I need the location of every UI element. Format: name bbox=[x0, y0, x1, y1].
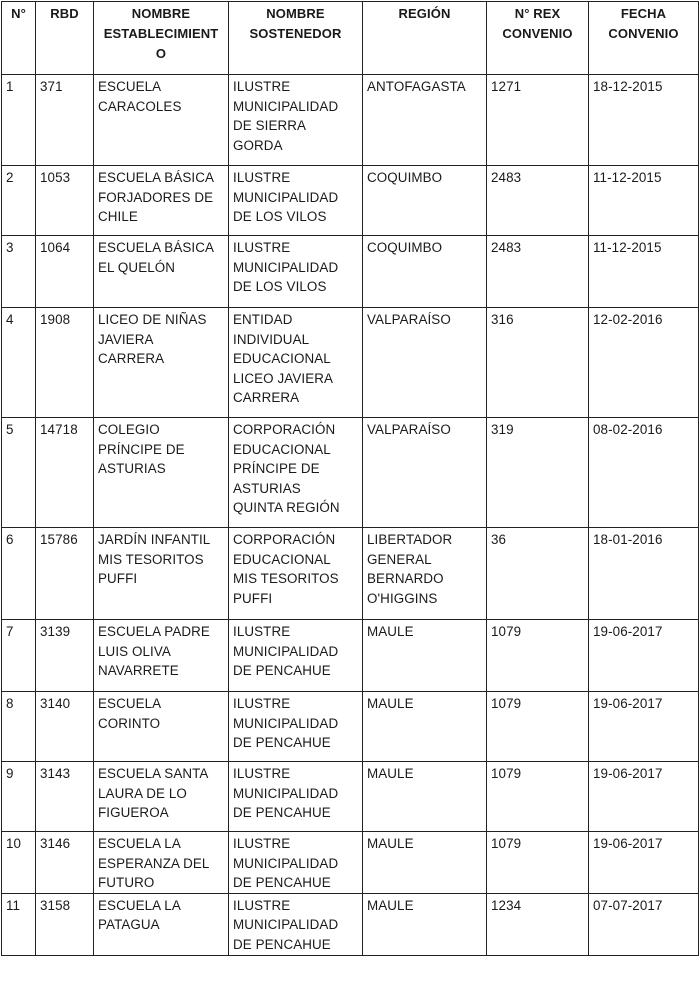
cell-text: ILUSTRE MUNICIPALIDAD DE PENCAHUE bbox=[233, 836, 339, 891]
cell-text: 1079 bbox=[491, 696, 522, 711]
cell-fecha bbox=[589, 528, 699, 620]
cell-fecha bbox=[589, 166, 699, 236]
cell-fecha bbox=[589, 620, 699, 692]
header-rbd: RBD bbox=[36, 2, 94, 75]
table-row bbox=[2, 893, 699, 955]
cell-rex bbox=[487, 236, 589, 308]
cell-sostenedor bbox=[229, 620, 363, 692]
header-nombre-sostenedor: NOMBRE SOSTENEDOR bbox=[229, 2, 363, 75]
cell-region bbox=[363, 75, 487, 166]
cell-region bbox=[363, 308, 487, 418]
cell-text: CORPORACIÓN EDUCACIONAL PRÍNCIPE DE ASTURIAS QUINTA REGIÓN bbox=[233, 422, 340, 516]
cell-text: LIBERTADOR GENERAL BERNARDO O'HIGGINS bbox=[367, 532, 453, 606]
cell-numero bbox=[2, 692, 36, 762]
cell-text: 15786 bbox=[40, 532, 78, 547]
cell-text: 3 bbox=[6, 240, 14, 255]
cell-region bbox=[363, 692, 487, 762]
cell-text: ILUSTRE MUNICIPALIDAD DE LOS VILOS bbox=[233, 170, 339, 225]
cell-text: 1 bbox=[6, 79, 14, 94]
cell-region bbox=[363, 418, 487, 528]
cell-text: MAULE bbox=[367, 624, 414, 639]
cell-rbd bbox=[36, 832, 94, 894]
table-row bbox=[2, 692, 699, 762]
cell-text: 18-12-2015 bbox=[593, 79, 663, 94]
cell-text: 9 bbox=[6, 766, 14, 781]
cell-rbd bbox=[36, 308, 94, 418]
cell-text: 4 bbox=[6, 312, 14, 327]
cell-sostenedor bbox=[229, 308, 363, 418]
cell-establecimiento bbox=[94, 620, 229, 692]
header-rex-convenio: N° REX CONVENIO bbox=[487, 2, 589, 75]
cell-text: 12-02-2016 bbox=[593, 312, 663, 327]
cell-fecha bbox=[589, 692, 699, 762]
cell-text: 18-01-2016 bbox=[593, 532, 663, 547]
cell-text: ILUSTRE MUNICIPALIDAD DE PENCAHUE bbox=[233, 766, 339, 821]
header-nombre-establecimiento: NOMBRE ESTABLECIMIENT O bbox=[94, 2, 229, 75]
cell-sostenedor bbox=[229, 75, 363, 166]
cell-region bbox=[363, 893, 487, 955]
cell-text: 19-06-2017 bbox=[593, 696, 663, 711]
cell-numero bbox=[2, 528, 36, 620]
cell-rbd bbox=[36, 620, 94, 692]
cell-sostenedor bbox=[229, 166, 363, 236]
cell-text: MAULE bbox=[367, 696, 414, 711]
cell-text: 1053 bbox=[40, 170, 71, 185]
cell-region bbox=[363, 762, 487, 832]
cell-text: MAULE bbox=[367, 836, 414, 851]
cell-text: 1079 bbox=[491, 836, 522, 851]
table-row bbox=[2, 832, 699, 894]
cell-text: JARDÍN INFANTIL MIS TESORITOS PUFFI bbox=[98, 532, 211, 587]
cell-establecimiento bbox=[94, 75, 229, 166]
cell-rbd bbox=[36, 528, 94, 620]
table-header-row bbox=[2, 2, 699, 75]
cell-text: MAULE bbox=[367, 897, 414, 913]
cell-rbd bbox=[36, 166, 94, 236]
cell-text: 371 bbox=[40, 79, 63, 94]
cell-text: 5 bbox=[6, 422, 14, 437]
cell-text: 2 bbox=[6, 170, 14, 185]
table-row bbox=[2, 418, 699, 528]
cell-text: VALPARAÍSO bbox=[367, 422, 451, 437]
cell-text: ESCUELA PADRE LUIS OLIVA NAVARRETE bbox=[98, 624, 210, 679]
cell-rex bbox=[487, 620, 589, 692]
cell-text: COQUIMBO bbox=[367, 170, 443, 185]
cell-numero bbox=[2, 832, 36, 894]
cell-text: CORPORACIÓN EDUCACIONAL MIS TESORITOS PUFFI bbox=[233, 532, 339, 606]
cell-text: 11-12-2015 bbox=[593, 240, 662, 255]
cell-fecha bbox=[589, 832, 699, 894]
cell-text: 10 bbox=[6, 836, 22, 851]
cell-text: 3158 bbox=[40, 897, 71, 913]
cell-text: 3146 bbox=[40, 836, 71, 851]
cell-numero bbox=[2, 620, 36, 692]
cell-numero bbox=[2, 893, 36, 955]
cell-text: VALPARAÍSO bbox=[367, 312, 451, 327]
cell-rex bbox=[487, 528, 589, 620]
cell-rex bbox=[487, 166, 589, 236]
cell-region bbox=[363, 832, 487, 894]
cell-text: ILUSTRE MUNICIPALIDAD DE LOS VILOS bbox=[233, 240, 339, 295]
cell-fecha bbox=[589, 75, 699, 166]
cell-text: 3139 bbox=[40, 624, 71, 639]
cell-rbd bbox=[36, 692, 94, 762]
cell-text: ESCUELA BÁSICA EL QUELÓN bbox=[98, 240, 215, 275]
cell-region bbox=[363, 236, 487, 308]
cell-text: ILUSTRE MUNICIPALIDAD DE PENCAHUE bbox=[233, 624, 339, 679]
cell-text: ESCUELA CARACOLES bbox=[98, 79, 182, 114]
header-fecha-convenio: FECHA CONVENIO bbox=[589, 2, 699, 75]
cell-text: 08-02-2016 bbox=[593, 422, 663, 437]
cell-numero bbox=[2, 236, 36, 308]
cell-establecimiento bbox=[94, 528, 229, 620]
cell-rex bbox=[487, 308, 589, 418]
cell-establecimiento bbox=[94, 418, 229, 528]
table-row bbox=[2, 528, 699, 620]
cell-numero bbox=[2, 418, 36, 528]
cell-text: 19-06-2017 bbox=[593, 766, 663, 781]
cell-rbd bbox=[36, 418, 94, 528]
cell-rex bbox=[487, 893, 589, 955]
table-row bbox=[2, 75, 699, 166]
cell-sostenedor bbox=[229, 236, 363, 308]
cell-text: 36 bbox=[491, 532, 507, 547]
cell-numero bbox=[2, 166, 36, 236]
cell-text: 6 bbox=[6, 532, 14, 547]
cell-fecha bbox=[589, 893, 699, 955]
table-row bbox=[2, 166, 699, 236]
cell-text: ILUSTRE MUNICIPALIDAD DE SIERRA GORDA bbox=[233, 79, 339, 153]
cell-text: 14718 bbox=[40, 422, 78, 437]
cell-text: 1079 bbox=[491, 766, 522, 781]
cell-numero bbox=[2, 762, 36, 832]
cell-region bbox=[363, 620, 487, 692]
cell-fecha bbox=[589, 308, 699, 418]
cell-text: 3140 bbox=[40, 696, 71, 711]
table-row bbox=[2, 762, 699, 832]
cell-text: MAULE bbox=[367, 766, 414, 781]
cell-rex bbox=[487, 762, 589, 832]
cell-numero bbox=[2, 75, 36, 166]
cell-text: 8 bbox=[6, 696, 14, 711]
table-row bbox=[2, 236, 699, 308]
cell-text: 1079 bbox=[491, 624, 522, 639]
cell-text: LICEO DE NIÑAS JAVIERA CARRERA bbox=[98, 312, 207, 367]
cell-text: 11 bbox=[6, 897, 21, 913]
cell-establecimiento bbox=[94, 762, 229, 832]
cell-rbd bbox=[36, 236, 94, 308]
cell-text: ENTIDAD INDIVIDUAL EDUCACIONAL LICEO JAVIERA CARRERA bbox=[233, 312, 334, 406]
cell-establecimiento bbox=[94, 692, 229, 762]
cell-text: ESCUELA CORINTO bbox=[98, 696, 162, 731]
header-numero: N° bbox=[2, 2, 36, 75]
cell-fecha bbox=[589, 236, 699, 308]
cell-text: 2483 bbox=[491, 240, 522, 255]
cell-fecha bbox=[589, 762, 699, 832]
header-region: REGIÓN bbox=[363, 2, 487, 75]
cell-rbd bbox=[36, 75, 94, 166]
cell-text: ILUSTRE MUNICIPALIDAD DE PENCAHUE bbox=[233, 696, 339, 751]
cell-sostenedor bbox=[229, 528, 363, 620]
cell-rbd bbox=[36, 893, 94, 955]
cell-text: ILUSTRE MUNICIPALIDAD DE PENCAHUE bbox=[233, 897, 339, 952]
cell-text: 1908 bbox=[40, 312, 71, 327]
cell-establecimiento bbox=[94, 308, 229, 418]
cell-text: 1234 bbox=[491, 897, 522, 913]
cell-text: COQUIMBO bbox=[367, 240, 443, 255]
cell-sostenedor bbox=[229, 893, 363, 955]
cell-text: 319 bbox=[491, 422, 514, 437]
cell-text: ESCUELA LA PATAGUA bbox=[98, 897, 181, 933]
cell-text: 11-12-2015 bbox=[593, 170, 662, 185]
cell-establecimiento bbox=[94, 236, 229, 308]
cell-numero bbox=[2, 308, 36, 418]
cell-text: 1064 bbox=[40, 240, 71, 255]
cell-text: 1271 bbox=[491, 79, 522, 94]
cell-rex bbox=[487, 75, 589, 166]
cell-rex bbox=[487, 832, 589, 894]
cell-text: ESCUELA BÁSICA FORJADORES DE CHILE bbox=[98, 170, 215, 225]
cell-sostenedor bbox=[229, 418, 363, 528]
cell-rex bbox=[487, 692, 589, 762]
cell-text: ANTOFAGASTA bbox=[367, 79, 466, 94]
cell-region bbox=[363, 166, 487, 236]
cell-text: 3143 bbox=[40, 766, 71, 781]
table-row bbox=[2, 620, 699, 692]
cell-establecimiento bbox=[94, 166, 229, 236]
cell-region bbox=[363, 528, 487, 620]
cell-text: ESCUELA SANTA LAURA DE LO FIGUEROA bbox=[98, 766, 209, 821]
cell-text: 7 bbox=[6, 624, 14, 639]
cell-establecimiento bbox=[94, 832, 229, 894]
cell-text: ESCUELA LA ESPERANZA DEL FUTURO bbox=[98, 836, 210, 891]
cell-text: 2483 bbox=[491, 170, 522, 185]
cell-text: 07-07-2017 bbox=[593, 897, 663, 913]
cell-text: 19-06-2017 bbox=[593, 624, 663, 639]
cell-rbd bbox=[36, 762, 94, 832]
cell-text: 19-06-2017 bbox=[593, 836, 663, 851]
cell-sostenedor bbox=[229, 692, 363, 762]
table-row bbox=[2, 308, 699, 418]
cell-sostenedor bbox=[229, 762, 363, 832]
convenios-table bbox=[1, 1, 699, 956]
cell-establecimiento bbox=[94, 893, 229, 955]
cell-text: 316 bbox=[491, 312, 514, 327]
cell-text: COLEGIO PRÍNCIPE DE ASTURIAS bbox=[98, 422, 185, 477]
cell-sostenedor bbox=[229, 832, 363, 894]
cell-fecha bbox=[589, 418, 699, 528]
cell-rex bbox=[487, 418, 589, 528]
